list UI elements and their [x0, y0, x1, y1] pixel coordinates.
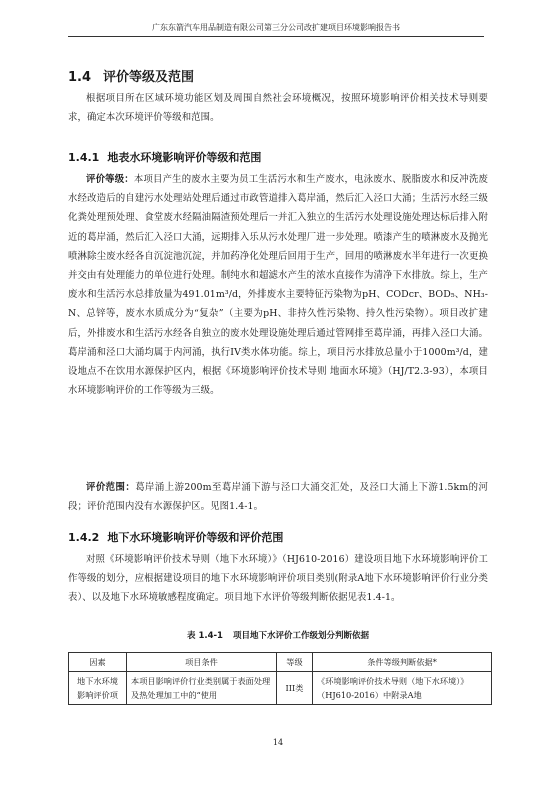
- grade-label: 评价等级：: [86, 174, 134, 185]
- table-header-cell: 条件等级判断依据*: [313, 653, 492, 672]
- table-header-row: [69, 653, 492, 672]
- groundwater-paragraph: 对照《环境影响评价技术导则（地下水环境）》（HJ610-2016）建设项目地下水环境影响评价工作等级的划分，应根据建设项目的地下水环境影响评价项目类别(附录A地下水环境影响评价行业分类表）、以及地下水环境敏感程度确定。项目地下水评价等级判断依据见表1.4-1。: [68, 554, 488, 604]
- table-cell: 本项目影响评价行业类别属于表面处理及热处理加工中的“使用: [127, 672, 277, 705]
- intro-paragraph: 根据项目所在区域环境功能区划及周围自然社会环境概况，按照环境影响评价相关技术导则要求，确定本次环境评价等级和范围。: [68, 93, 488, 124]
- table-header-cell: 项目条件: [127, 653, 277, 672]
- surface-water-grade-paragraph: [68, 170, 488, 400]
- section-number: 1.4: [68, 70, 92, 85]
- section-title: 地表水环境影响评价等级和范围: [107, 151, 262, 164]
- table-header-cell: 因素: [69, 653, 127, 672]
- surface-water-scope-paragraph: [68, 478, 488, 516]
- section-title: 地下水环境影响评价等级和评价范围: [107, 531, 284, 544]
- page-number: 14: [272, 738, 284, 747]
- scope-text: 葛岸涌上游200m至葛岸涌下游与泾口大涌交汇处，及泾口大涌上下游1.5km的河段；评价范围内没有水源保护区。见图1.4-1。: [68, 482, 488, 513]
- table-cell: III类: [277, 672, 313, 705]
- scope-label: 评价范围：: [86, 482, 136, 493]
- section-number: 1.4.1: [68, 151, 100, 164]
- section-number: 1.4.2: [68, 531, 100, 544]
- page-header: 广东东箭汽车用品制造有限公司第三分公司改扩建项目环境影响报告书: [68, 22, 484, 37]
- section-heading-1-4: [68, 66, 194, 85]
- table-number: 表 1.4-1: [187, 631, 223, 641]
- grade-text: 本项目产生的废水主要为员工生活污水和生产废水，电泳废水、脱脂废水和反冲洗废水经改造后的自建污水处理站处理后通过市政管道排入葛岸涌，然后汇入泾口大涌；生活污水经三级化粪处理预处理、食堂废水经隔油隔渣预处理后一并汇入独立的生活污水处理设施处理达标后排入附近的葛岸涌，然后汇入泾口大涌，远期排入乐从污水处理厂进一步处理。喷漆产生的喷淋废水及抛光喷淋除尘废水经各自沉淀池沉淀，并加药净化处理后回用于生产，回用的喷淋废水半年进行一次更换并交由有处理能力的单位进行处理。制纯水和超滤水产生的浓水直接作为清净下水排放。综上，生产废水和生活污水总排放量为491.01m³/d，外排废水主要特征污染物为pH、CODcr、BOD₅、NH₃-N、总锌等，废水水质成分为“复杂”（主要为pH、非持久性污染物、持久性污染物）。项目改扩建后，外排废水和生活污水经各自独立的废水处理设施处理后通过管网排至葛岸涌，再排入泾口大涌。葛岸涌和泾口大涌均属于内河涌，执行IV类水体功能。综上，项目污水排放总量小于1000m³/d，建设地点不在饮用水源保护区内，根据《环境影响评价技术导则 地面水环境》（HJ/T2.3-93），本项目水环境影响评价的工作等级为三级。: [68, 174, 488, 397]
- groundwater-grade-table: [68, 652, 492, 705]
- table-header-cell: 等级: [277, 653, 313, 672]
- table-caption: [0, 629, 556, 641]
- table-cell: 《环境影响评价技术导则（地下水环境）》（HJ610-2016）中附录A地: [313, 672, 492, 705]
- section-title: 评价等级及范围: [103, 70, 195, 85]
- section-heading-1-4-1: [68, 149, 261, 165]
- table-row: [69, 672, 492, 705]
- table-title: 项目地下水评价工作级划分判断依据: [232, 631, 369, 641]
- table-cell: 地下水环境影响评价项: [69, 672, 127, 705]
- section-heading-1-4-2: [68, 529, 283, 545]
